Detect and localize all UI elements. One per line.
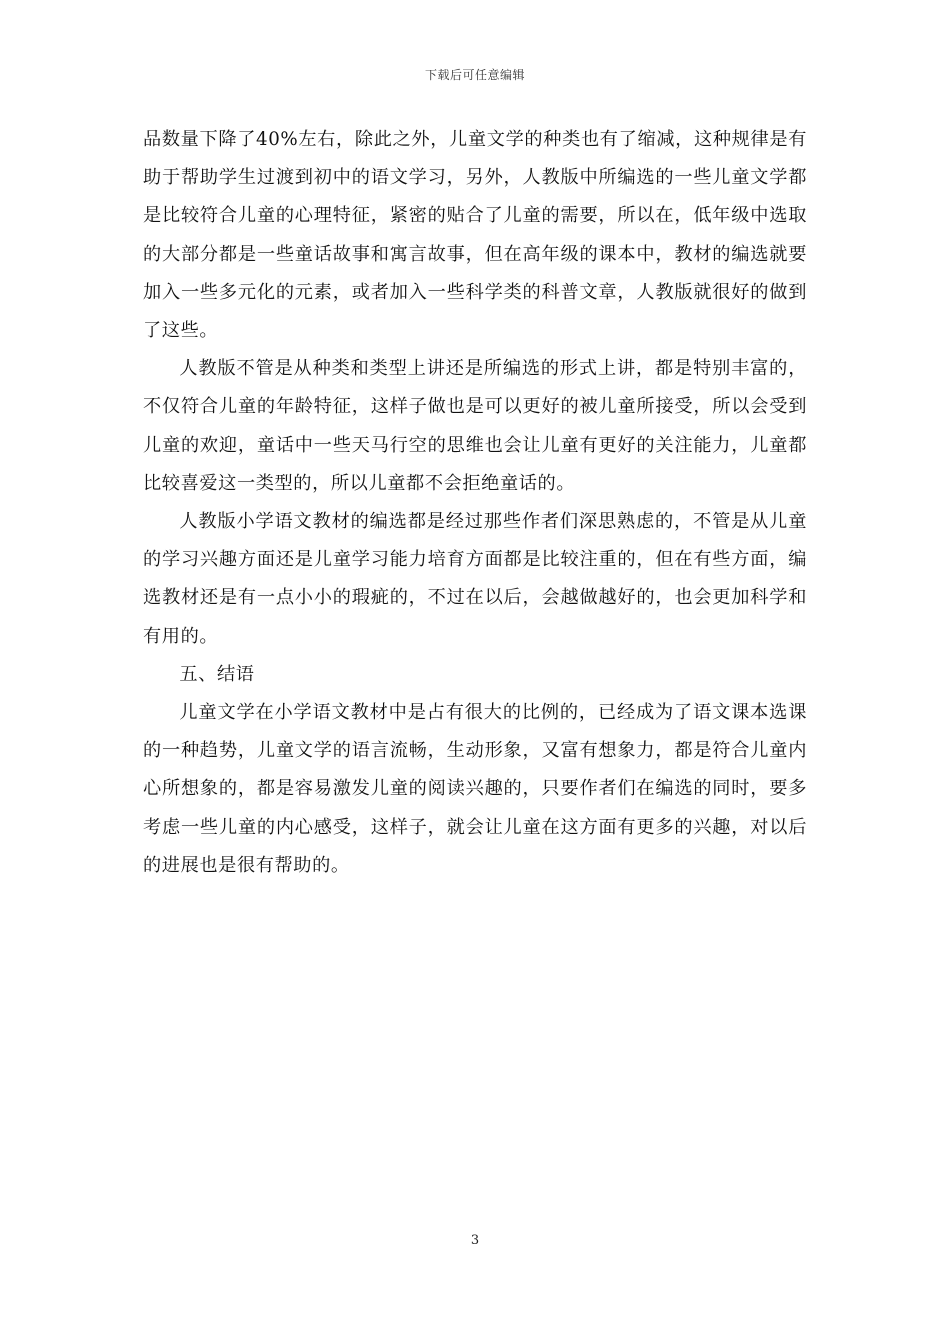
page-header: 下载后可任意编辑 (424, 68, 525, 82)
section-heading-conclusion: 五、结语 (179, 663, 255, 685)
document-body (143, 121, 807, 885)
paragraph-editing: 人教版小学语文教材的编选都是经过那些作者们深思熟虑的，不管是从儿童的学习兴趣方面还是儿童学习能力培育方面都是比较注重的，但在有些方面，编选教材还是有一点小小的瑕疵的，不过在以后，会越做越好的，也会更加科学和有用的。 (143, 511, 807, 647)
paragraph-continuation: 品数量下降了40%左右，除此之外，儿童文学的种类也有了缩减，这种规律是有助于帮助学生过渡到初中的语文学习，另外，人教版中所编选的一些儿童文学都是比较符合儿童的心理特征，紧密的贴合了儿童的需要，所以在，低年级中选取的大部分都是一些童话故事和寓言故事，但在高年级的课本中，教材的编选就要加入一些多元化的元素，或者加入一些科学类的科普文章，人教版就很好的做到了这些。 (143, 129, 807, 342)
page-number: 3 (470, 1233, 480, 1248)
paragraph-variety: 人教版不管是从种类和类型上讲还是所编选的形式上讲，都是特别丰富的，不仅符合儿童的年龄特征，这样子做也是可以更好的被儿童所接受，所以会受到儿童的欢迎，童话中一些天马行空的思维也会让儿童有更好的关注能力，儿童都比较喜爱这一类型的，所以儿童都不会拒绝童话的。 (143, 358, 807, 494)
paragraph-conclusion: 儿童文学在小学语文教材中是占有很大的比例的，已经成为了语文课本选课的一种趋势，儿童文学的语言流畅，生动形象，又富有想象力，都是符合儿童内心所想象的，都是容易激发儿童的阅读兴趣的，只要作者们在编选的同时，要多考虑一些儿童的内心感受，这样子，就会让儿童在这方面有更多的兴趣，对以后的进展也是很有帮助的。 (143, 702, 807, 876)
